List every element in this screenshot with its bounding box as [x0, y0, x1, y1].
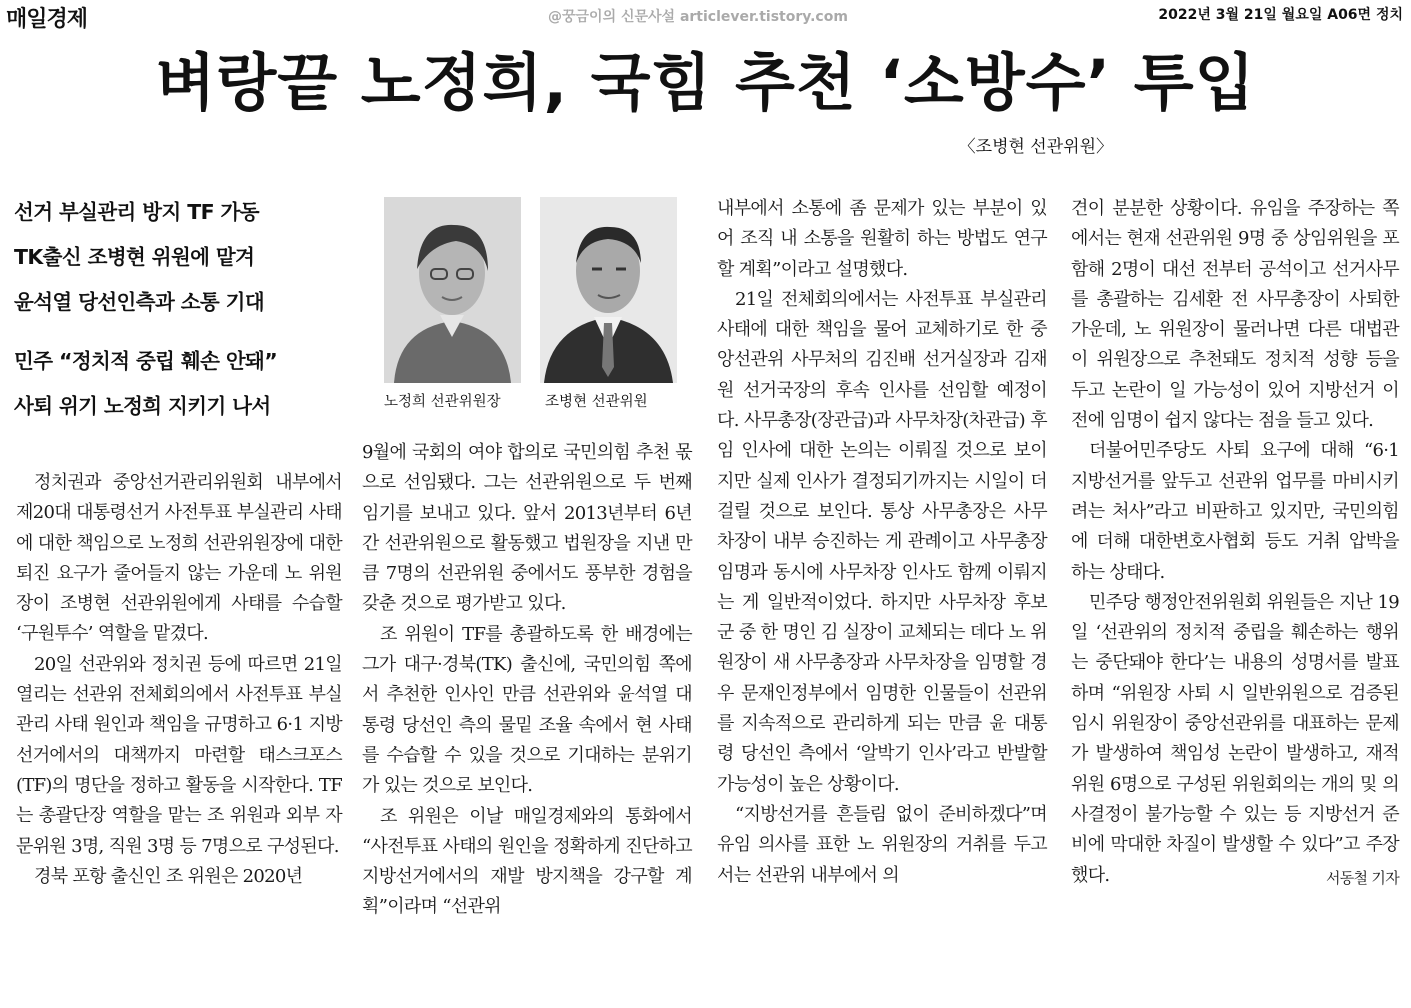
- paragraph: 더불어민주당도 사퇴 요구에 대해 “6·1 지방선거를 앞두고 선관위 업무를 마비시키려는 처사”라고 비판하고 있지만, 국민의힘에 더해 대한변호사협회 등도 거취 압박을 하는 상태다.: [1071, 440, 1399, 583]
- paragraph: 정치권과 중앙선거관리위원회 내부에서 제20대 대통령선거 사전투표 부실관리 사태에 대한 책임으로 노정희 선관위원장에 대한 퇴진 요구가 줄어들지 않는 가운데 노 위원장이 조병현 선관위원에게 사태를 수습할 ‘구원투수’ 역할을 맡겼다.: [16, 472, 342, 645]
- portrait-photo-cho: [540, 197, 677, 383]
- byline: 서동철 기자: [1325, 868, 1399, 887]
- subhead-4: 민주 “정치적 중립 훼손 안돼”: [14, 349, 278, 373]
- photo-credit: 〈조병현 선관위원〉: [958, 137, 1113, 157]
- subheadings: [14, 190, 354, 429]
- paragraph: 조 위원은 이날 매일경제와의 통화에서 “사전투표 사태의 원인을 정확하게 진단하고 지방선거에서의 재발 방지책을 강구할 계획”이라며 “선관위: [362, 805, 692, 918]
- portrait-photo-noh: [384, 197, 521, 383]
- newspaper-masthead: 매일경제: [6, 7, 88, 32]
- subhead-5: 사퇴 위기 노정희 지키기 나서: [14, 394, 271, 418]
- article-column-4: [1071, 194, 1399, 893]
- photo-caption-cho: 조병현 선관위원: [545, 394, 648, 410]
- paragraph: 견이 분분한 상황이다. 유임을 주장하는 쪽에서는 현재 선관위원 9명 중 상임위원을 포함해 2명이 대선 전부터 공석이고 선거사무를 총괄하는 김세환 전 사무총장이 사퇴한 가운데, 노 위원장이 물러나면 다른 대법관이 위원장으로 추천돼도 정치적 성향 등을 두고 논란이 일 가능성이 있어 지방선거 이전에 임명이 쉽지 않다는 점을 들고 있다.: [1071, 198, 1399, 432]
- paragraph: 9월에 국회의 여야 합의로 국민의힘 추천 몫으로 선임됐다. 그는 선관위원으로 두 번째 임기를 보내고 있다. 앞서 2013년부터 6년간 선관위원으로 활동했고 법원장을 지낸 만큼 7명의 선관위원 중에서도 풍부한 경험을 갖춘 것으로 평가받고 있다.: [362, 442, 692, 615]
- paragraph: 20일 선관위와 정치권 등에 따르면 21일 열리는 선관위 전체회의에서 사전투표 부실관리 사태 원인과 책임을 규명하고 6·1 지방선거에서의 대책까지 마련할 태스크포스(TF)의 명단을 정하고 활동을 시작한다. TF는 총괄단장 역할을 맡는 조 위원과 외부 자문위원 3명, 직원 3명 등 7명으로 구성된다.: [16, 653, 342, 857]
- paragraph: 내부에서 소통에 좀 문제가 있는 부분이 있어 조직 내 소통을 원활히 하는 방법도 연구할 계획”이라고 설명했다.: [717, 198, 1047, 280]
- subhead-1: 선거 부실관리 방지 TF 가동: [14, 200, 259, 224]
- article-column-3: [717, 194, 1047, 891]
- subhead-3: 윤석열 당선인측과 소통 기대: [14, 290, 265, 314]
- paragraph: “지방선거를 흔들림 없이 준비하겠다”며 유임 의사를 표한 노 위원장의 거취를 두고서는 선관위 내부에서 의: [717, 803, 1047, 886]
- subhead-2: TK출신 조병현 위원에 맡겨: [14, 245, 255, 269]
- paragraph: 21일 전체회의에서는 사전투표 부실관리 사태에 대한 책임을 물어 교체하기로 한 중앙선관위 사무처의 김진배 선거실장과 김재원 선거국장의 후속 인사를 선임할 예정이다. 사무총장(장관급)과 사무차장(차관급) 후임 인사에 대한 논의는 이뤄질 것으로 보이지만 실제 인사가 결정되기까지는 시일이 더 걸릴 것으로 보인다. 통상 사무총장은 사무차장이 내부 승진하는 게 관례이고 사무총장 임명과 동시에 사무차장 인사도 함께 이뤄지는 게 일반적이었다. 하지만 사무차장 후보군 중 한 명인 김 실장이 교체되는 데다 노 위원장이 새 사무총장과 사무차장을 임명할 경우 문재인정부에서 임명한 인물들이 선관위를 지속적으로 관리하게 되는 만큼 윤 대통령 당선인 측에서 ‘알박기 인사’라고 반발할 가능성이 높은 상황이다.: [717, 288, 1047, 795]
- headline: 벼랑끝 노정희, 국힘 추천 ‘소방수’ 투입: [155, 46, 1256, 119]
- paragraph: [1071, 588, 1399, 891]
- paragraph: 조 위원이 TF를 총괄하도록 한 배경에는 그가 대구·경북(TK) 출신에, 국민의힘 쪽에서 추천한 인사인 만큼 선관위와 윤석열 대통령 당선인 측의 물밑 조율 속에서 현 사태를 수습할 수 있을 것으로 기대하는 분위기가 있는 것으로 보인다.: [362, 623, 692, 797]
- paragraph: 경북 포항 출신인 조 위원은 2020년: [34, 865, 303, 887]
- article-column-2: [362, 438, 692, 923]
- photo-caption-noh: 노정희 선관위원장: [384, 394, 501, 410]
- watermark: @꿍금이의 신문사설 articlever.tistory.com: [548, 9, 848, 25]
- paragraph-text: 민주당 행정안전위원회 위원들은 지난 19일 ‘선관위의 정치적 중립을 훼손하는 행위는 중단돼야 한다’는 내용의 성명서를 발표하며 “위원장 사퇴 시 일반위원으로 검증된 임시 위원장이 중앙선관위를 대표하는 문제가 발생하여 책임성 논란이 발생하고, 재적 위원 6명으로 구성된 위원회의는 개의 및 의사결정이 불가능할 수 있는 등 지방선거 준비에 막대한 차질이 발생할 수 있다”고 주장했다.: [1071, 591, 1399, 886]
- dateline: 2022년 3월 21일 월요일 A06면 정치: [1158, 7, 1403, 23]
- article-column-1: [16, 468, 342, 892]
- top-bar: [0, 0, 1411, 30]
